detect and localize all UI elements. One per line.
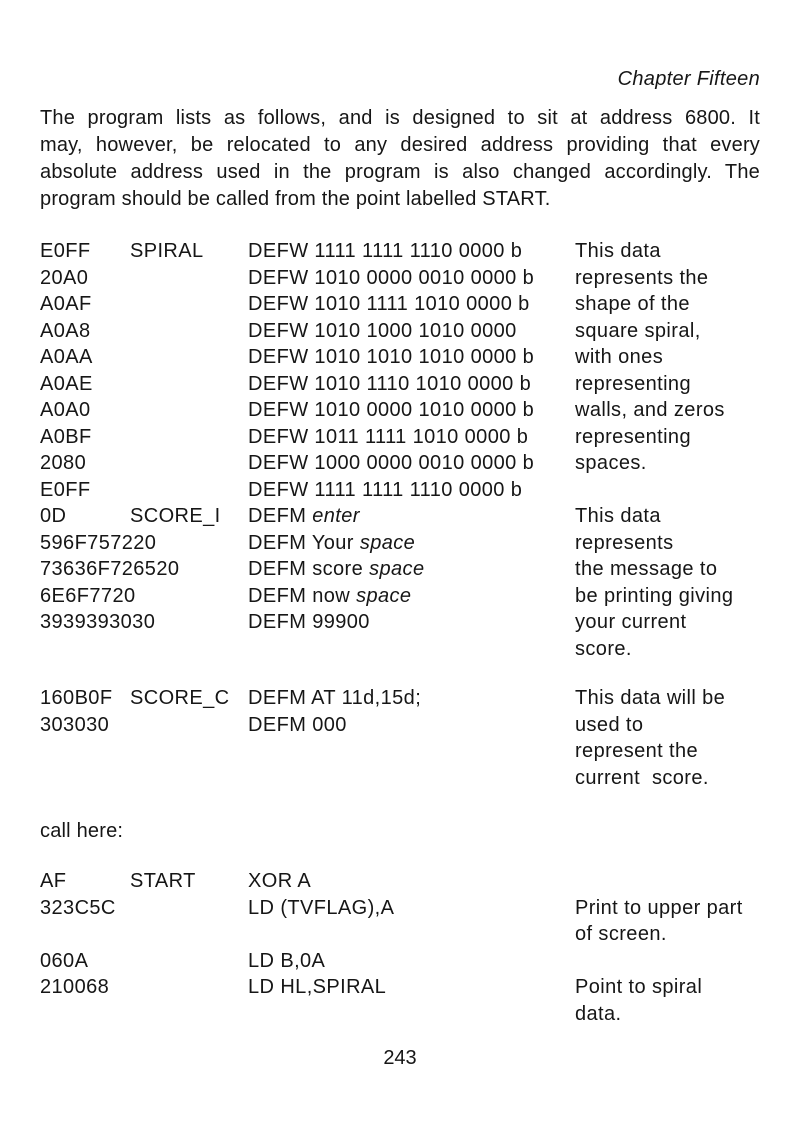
code-hex-cell: 3939393030 bbox=[40, 611, 156, 633]
code-comment-cell: This data bbox=[575, 240, 661, 262]
instruction-text: DEFW 1010 1111 1010 0000 b bbox=[248, 293, 530, 315]
code-instruction-cell bbox=[248, 371, 575, 398]
code-hex-cell: 20A0 bbox=[40, 266, 89, 289]
instruction-text: DEFW 1010 0000 0010 0000 b bbox=[248, 266, 535, 289]
code-comment-cell: spaces. bbox=[575, 452, 647, 474]
code-comment-cell: represents the bbox=[575, 266, 709, 289]
code-comment-cell: shape of the bbox=[575, 293, 690, 315]
code-hex-cell: E0FF bbox=[40, 478, 91, 501]
code-section-score-current-data bbox=[40, 685, 760, 791]
intro-line: absolute address used in the program is also changed accordingly. The bbox=[40, 161, 760, 183]
code-label-cell: START bbox=[130, 870, 196, 892]
code-comment-cell: the message to bbox=[575, 558, 718, 580]
instruction-text: DEFM score bbox=[248, 558, 370, 580]
code-label-cell: SPIRAL bbox=[130, 240, 204, 262]
code-row bbox=[40, 636, 760, 663]
code-comment-cell: used to bbox=[575, 713, 644, 736]
instruction-text: DEFW 1111 1111 1110 0000 b bbox=[248, 478, 523, 501]
code-row bbox=[40, 344, 760, 371]
code-row bbox=[40, 1001, 760, 1028]
code-hex-cell: A0AA bbox=[40, 346, 93, 368]
instruction-text: DEFM 000 bbox=[248, 713, 347, 736]
code-comment-cell: data. bbox=[575, 1002, 622, 1025]
code-comment-cell: square spiral, bbox=[575, 319, 701, 342]
instruction-text: DEFW 1011 1111 1010 0000 b bbox=[248, 425, 529, 448]
instruction-text: LD (TVFLAG),A bbox=[248, 896, 395, 919]
code-hex-cell: A0AE bbox=[40, 372, 93, 395]
code-row bbox=[40, 609, 760, 636]
code-instruction-cell bbox=[248, 397, 575, 424]
code-hex-cell: 73636F726520 bbox=[40, 558, 180, 580]
code-instruction-cell bbox=[248, 556, 575, 583]
code-comment-cell: be printing giving bbox=[575, 584, 734, 607]
instruction-text: DEFW 1010 1000 1010 0000 bbox=[248, 319, 517, 342]
code-instruction-cell bbox=[248, 424, 575, 451]
code-row bbox=[40, 921, 760, 948]
instruction-text: DEFM bbox=[248, 505, 313, 527]
code-row bbox=[40, 265, 760, 292]
code-hex-cell: A0AF bbox=[40, 293, 92, 315]
code-label-cell: SCORE_C bbox=[130, 687, 230, 709]
instruction-italic-text: space bbox=[359, 531, 416, 554]
code-hex-cell: A0A8 bbox=[40, 319, 91, 342]
code-instruction-cell bbox=[248, 895, 575, 922]
code-comment-cell: represents bbox=[575, 531, 674, 554]
code-comment-cell: Print to upper part bbox=[575, 896, 743, 919]
instruction-text: DEFM now bbox=[248, 584, 357, 607]
code-instruction-cell bbox=[248, 291, 575, 318]
code-row bbox=[40, 424, 760, 451]
code-row bbox=[40, 895, 760, 922]
code-row bbox=[40, 948, 760, 975]
code-comment-cell: representing bbox=[575, 372, 691, 395]
code-hex-cell: A0A0 bbox=[40, 399, 91, 421]
code-comment-cell: represent the bbox=[575, 740, 699, 762]
code-instruction-cell bbox=[248, 530, 575, 557]
instruction-text: DEFW 1010 1110 1010 0000 b bbox=[248, 372, 532, 395]
code-comment-cell: representing bbox=[575, 425, 691, 448]
code-comment-cell: This data will be bbox=[575, 687, 726, 709]
code-section-start-routine bbox=[40, 868, 760, 1027]
code-instruction-cell bbox=[248, 609, 575, 636]
code-instruction-cell bbox=[248, 868, 575, 895]
code-comment-cell: This data bbox=[575, 505, 661, 527]
instruction-text: DEFW 1010 0000 1010 0000 b bbox=[248, 399, 535, 421]
code-instruction-cell bbox=[248, 974, 575, 1001]
code-hex-cell: 210068 bbox=[40, 976, 110, 998]
code-row bbox=[40, 477, 760, 504]
instruction-text: XOR A bbox=[248, 870, 312, 892]
code-comment-cell: of screen. bbox=[575, 923, 667, 945]
code-hex-cell: AF bbox=[40, 870, 67, 892]
instruction-text: LD B,0A bbox=[248, 949, 326, 972]
call-here-label: call here: bbox=[40, 820, 124, 842]
instruction-text: DEFW 1111 1111 1110 0000 b bbox=[248, 240, 523, 262]
code-row bbox=[40, 503, 760, 530]
chapter-header: Chapter Fifteen bbox=[617, 68, 760, 90]
instruction-text: DEFW 1010 1010 1010 0000 b bbox=[248, 346, 535, 368]
code-comment-cell: Point to spiral bbox=[575, 976, 703, 998]
code-instruction-cell bbox=[248, 477, 575, 504]
code-instruction-cell bbox=[248, 344, 575, 371]
code-hex-cell: 323C5C bbox=[40, 896, 116, 919]
code-row bbox=[40, 974, 760, 1001]
code-row bbox=[40, 583, 760, 610]
instruction-text: LD HL,SPIRAL bbox=[248, 976, 387, 998]
code-instruction-cell bbox=[248, 318, 575, 345]
code-hex-cell: 2080 bbox=[40, 452, 87, 474]
code-row bbox=[40, 318, 760, 345]
code-comment-cell: with ones bbox=[575, 346, 664, 368]
code-row bbox=[40, 868, 760, 895]
intro-line: The program lists as follows, and is designed to sit at address 6800. It bbox=[40, 107, 760, 129]
instruction-text: DEFM Your bbox=[248, 531, 360, 554]
code-row bbox=[40, 371, 760, 398]
code-label-cell: SCORE_I bbox=[130, 505, 221, 527]
code-row bbox=[40, 530, 760, 557]
code-hex-cell: 303030 bbox=[40, 713, 110, 736]
intro-line: may, however, be relocated to any desired address providing that every bbox=[40, 134, 760, 156]
code-instruction-cell bbox=[248, 450, 575, 477]
code-row bbox=[40, 397, 760, 424]
intro-line: program should be called from the point labelled START. bbox=[40, 188, 551, 210]
code-instruction-cell bbox=[248, 685, 575, 712]
code-instruction-cell bbox=[248, 712, 575, 739]
code-instruction-cell bbox=[248, 503, 575, 530]
code-row bbox=[40, 238, 760, 265]
code-hex-cell: A0BF bbox=[40, 425, 92, 448]
code-instruction-cell bbox=[248, 583, 575, 610]
instruction-italic-text: space bbox=[356, 584, 412, 607]
page-number: 243 bbox=[383, 1047, 417, 1069]
code-row bbox=[40, 765, 760, 792]
code-hex-cell: 160B0F bbox=[40, 687, 113, 709]
code-comment-cell: score. bbox=[575, 637, 632, 660]
code-row bbox=[40, 556, 760, 583]
code-hex-cell: 6E6F7720 bbox=[40, 584, 136, 607]
code-row bbox=[40, 712, 760, 739]
code-comment-cell: current score. bbox=[575, 766, 709, 789]
instruction-text: DEFM 99900 bbox=[248, 611, 370, 633]
intro-paragraph bbox=[40, 105, 760, 213]
code-hex-cell: E0FF bbox=[40, 240, 91, 262]
code-instruction-cell bbox=[248, 948, 575, 975]
code-row bbox=[40, 291, 760, 318]
code-section-spiral-and-score-message-data bbox=[40, 238, 760, 662]
instruction-text: DEFM AT 11d,15d; bbox=[248, 687, 422, 709]
code-listing bbox=[40, 238, 760, 1027]
code-row bbox=[40, 450, 760, 477]
instruction-text: DEFW 1000 0000 0010 0000 b bbox=[248, 452, 535, 474]
code-row bbox=[40, 738, 760, 765]
code-instruction-cell bbox=[248, 238, 575, 265]
code-comment-cell: walls, and zeros bbox=[575, 399, 725, 421]
code-hex-cell: 060A bbox=[40, 949, 89, 972]
code-hex-cell: 0D bbox=[40, 505, 67, 527]
code-row bbox=[40, 685, 760, 712]
instruction-italic-text: enter bbox=[312, 505, 360, 527]
code-hex-cell: 596F757220 bbox=[40, 531, 157, 554]
code-instruction-cell bbox=[248, 265, 575, 292]
code-comment-cell: your current bbox=[575, 611, 687, 633]
instruction-italic-text: space bbox=[369, 558, 425, 580]
